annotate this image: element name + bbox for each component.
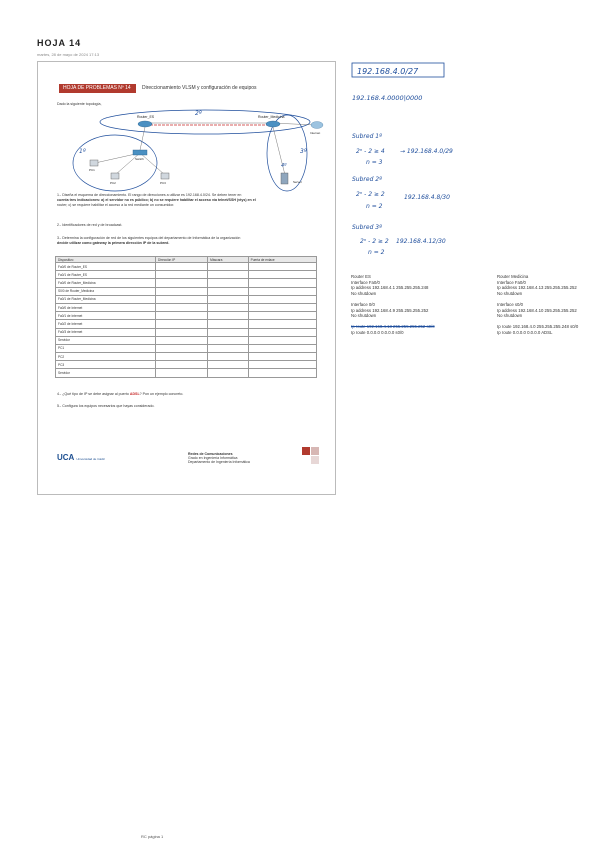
table-cell[interactable] — [248, 263, 316, 271]
question-1-line-b: cuenta tres indicaciones: a) el servidor no es público; b) no se requiere habilitar el acceso vía telnet/SSH (vtys) en el — [57, 198, 256, 202]
table-cell[interactable] — [208, 287, 248, 295]
server-icon — [281, 173, 288, 184]
table-cell[interactable] — [156, 369, 208, 377]
notes-subred1-label: Subred 1º — [352, 133, 382, 140]
table-cell: Fa0/0 de Internet — [56, 303, 156, 311]
internet-label: Internet — [310, 131, 321, 135]
net1-label: 1º — [79, 148, 86, 155]
table-row — [56, 271, 317, 279]
question-4 — [57, 392, 319, 397]
config-es-line: No shutdown — [351, 290, 377, 296]
table-cell[interactable] — [156, 295, 208, 303]
question-4-text: 4.- ¿Qué tipo de IP se debe asignar al puerto — [57, 392, 130, 396]
table-row — [56, 369, 317, 377]
config-med-line: No shutdown — [497, 290, 523, 296]
page-date: martes, 28 de mayo de 2024 17:13 — [37, 52, 100, 57]
notes-subred2-n: n = 2 — [366, 203, 383, 210]
sheet-intro: Dado la siguiente topología, — [57, 102, 102, 106]
footer-degree: Grado en Ingeniería Informática — [188, 456, 238, 460]
table-cell[interactable] — [208, 344, 248, 352]
table-cell[interactable] — [248, 279, 316, 287]
table-cell: Servidor — [56, 369, 156, 377]
uca-logo-text: UCA — [57, 453, 75, 462]
footer-department: Departamento de Ingeniería Informática — [188, 460, 250, 464]
net4-label: 4º — [281, 163, 287, 169]
config-med-line: Interface Fa0/0 — [497, 279, 526, 285]
table-cell[interactable] — [248, 336, 316, 344]
table-cell[interactable] — [208, 312, 248, 320]
config-med-line: Ip address 192.168.4.13 255.255.255.252 — [497, 285, 577, 291]
table-header-cell: Puerta de enlace — [248, 257, 316, 263]
table-row — [56, 287, 317, 295]
table-cell: S0/0 de Router_Medicina — [56, 287, 156, 295]
table-cell[interactable] — [156, 344, 208, 352]
switch-icon — [133, 150, 147, 155]
table-cell[interactable] — [208, 336, 248, 344]
config-med-route-2: Ip route 0.0.0.0 0.0.0.0 ADSL — [497, 329, 553, 335]
question-1-line-a: 1.- Diseña el esquema de direccionamiento. El rango de direcciones a utilizar es 192.168.4.0/24. Se deben tener en — [57, 193, 242, 197]
question-3-line-a: 3.- Determina la configuración de red de los siguientes equipos del departamento de Informática de la organización — [57, 236, 241, 240]
table-row — [56, 353, 317, 361]
notes-binary: 192.168.4.0000|0000 — [352, 94, 423, 102]
config-router-es — [351, 274, 435, 336]
pc1-icon — [90, 160, 98, 166]
notes-subred1-calc: 2ⁿ - 2 ≥ 4 — [356, 148, 385, 155]
config-es-title: Router ES — [351, 274, 371, 279]
question-1-line-c: router; c) se requiere habilitar el acceso a la red mediante un consumidor. — [57, 203, 175, 207]
table-cell: Fa0/2 de Internet — [56, 320, 156, 328]
table-cell[interactable] — [248, 295, 316, 303]
table-cell[interactable] — [156, 263, 208, 271]
question-2: 2.- Identificadores de red y de broadcast. — [57, 223, 123, 227]
table-cell[interactable] — [248, 361, 316, 369]
config-router-medicina — [497, 274, 578, 336]
notes-subred2-calc: 2ⁿ - 2 ≥ 2 — [356, 191, 385, 198]
table-row — [56, 263, 317, 271]
page-title: HOJA 14 — [37, 38, 82, 48]
config-med-line: Interface s0/0 — [497, 301, 524, 307]
router-es-icon — [138, 121, 152, 127]
table-cell[interactable] — [156, 271, 208, 279]
notes-subred3-n: n = 2 — [368, 249, 385, 256]
table-row — [56, 312, 317, 320]
table-cell[interactable] — [248, 303, 316, 311]
table-cell: PC1 — [56, 344, 156, 352]
table-row — [56, 336, 317, 344]
config-med-route-1: Ip route 192.168.4.0 255.255.255.248 s0/0 — [497, 324, 579, 330]
sheet-footer-info — [188, 452, 308, 464]
pc2-label: PC2 — [110, 181, 116, 185]
internet-cloud-icon — [311, 122, 323, 129]
question-4-highlight: ADSL — [129, 392, 140, 396]
table-cell: PC2 — [56, 353, 156, 361]
notes-subred3-result: 192.168.4.12/30 — [396, 238, 446, 245]
table-cell[interactable] — [208, 263, 248, 271]
table-row — [56, 279, 317, 287]
notes-subred2-label: Subred 2º — [352, 176, 382, 183]
network-topology-diagram — [55, 105, 325, 195]
table-cell[interactable] — [208, 303, 248, 311]
config-med-title: Router Medicina — [497, 274, 529, 279]
notes-subred3-calc: 2ⁿ - 2 ≥ 2 — [360, 238, 389, 245]
config-es-line: No shutdown — [351, 313, 377, 319]
net2-label: 2º — [195, 110, 202, 117]
notes-subred1-n: n = 3 — [366, 159, 383, 166]
notes-subred3-label: Subred 3º — [352, 224, 382, 231]
footer-square-1 — [302, 447, 310, 455]
pc1-label: PC1 — [89, 168, 95, 172]
table-cell[interactable] — [208, 295, 248, 303]
net3-label: 3º — [300, 148, 307, 155]
table-row — [56, 303, 317, 311]
question-3-line-b: decide utilizar como gateway la primera dirección IP de la subred. — [57, 241, 170, 245]
ip-config-table — [55, 256, 317, 378]
table-cell: Fa0/0 de Router_ES — [56, 263, 156, 271]
table-cell[interactable] — [156, 312, 208, 320]
footer-course: Redes de Comunicaciones — [188, 452, 233, 456]
notes-subred2-result: 192.168.4.8/30 — [404, 194, 450, 201]
table-cell[interactable] — [208, 353, 248, 361]
sheet-subtitle: Direccionamiento VLSM y configuración de equipos — [142, 85, 257, 91]
config-med-line: No shutdown — [497, 313, 523, 319]
table-cell[interactable] — [248, 353, 316, 361]
table-cell[interactable] — [208, 271, 248, 279]
config-med-line: Ip address 192.168.4.10 255.255.255.252 — [497, 307, 577, 313]
table-header-cell: Dispositivo — [56, 257, 156, 263]
problem-sheet — [37, 61, 336, 495]
table-cell[interactable] — [156, 303, 208, 311]
table-row — [56, 361, 317, 369]
sheet-banner: HOJA DE PROBLEMAS Nº 14 — [59, 84, 136, 93]
notes-box-text: 192.168.4.0/27 — [357, 67, 419, 76]
table-cell[interactable] — [208, 279, 248, 287]
table-cell[interactable] — [248, 320, 316, 328]
table-row — [56, 328, 317, 336]
table-cell: PC3 — [56, 361, 156, 369]
table-cell: Fa0/1 de Router_Medicina — [56, 295, 156, 303]
server-label: Server — [293, 180, 302, 184]
table-cell[interactable] — [248, 369, 316, 377]
switch-label: Switch — [135, 157, 144, 161]
table-cell[interactable] — [248, 271, 316, 279]
config-es-line: Ip address 192.168.4.9 255.255.255.252 — [351, 307, 429, 313]
config-es-line: Ip address 192.168.4.1 255.255.255.248 — [351, 285, 429, 291]
table-cell[interactable] — [156, 328, 208, 336]
page-footer: RC página 1 — [141, 834, 164, 839]
table-cell: Fa0/0 de Router_Medicina — [56, 279, 156, 287]
table-cell: Fa0/3 de Internet — [56, 328, 156, 336]
table-cell[interactable] — [156, 353, 208, 361]
uca-logo — [57, 453, 105, 462]
table-cell[interactable] — [208, 369, 248, 377]
table-cell[interactable] — [208, 361, 248, 369]
table-cell[interactable] — [156, 361, 208, 369]
table-cell: Fa0/1 de Router_ES — [56, 271, 156, 279]
config-es-default-route: Ip route 0.0.0.0 0.0.0.0 s0/0 — [351, 329, 404, 335]
table-row — [56, 295, 317, 303]
table-cell: Servidor — [56, 336, 156, 344]
config-es-line: Interface Fa0/0 — [351, 279, 380, 285]
table-cell[interactable] — [156, 320, 208, 328]
handwritten-notes — [340, 60, 470, 270]
footer-square-3 — [311, 456, 319, 464]
table-cell[interactable] — [208, 320, 248, 328]
router-medicina-icon — [266, 121, 280, 127]
pc3-icon — [161, 173, 169, 179]
uca-logo-subtitle: Universidad de Cádiz — [76, 457, 105, 461]
question-1 — [57, 193, 319, 208]
table-cell[interactable] — [248, 287, 316, 295]
table-header-cell: Dirección IP — [156, 257, 208, 263]
table-cell: Fa0/1 de Internet — [56, 312, 156, 320]
table-cell[interactable] — [248, 312, 316, 320]
notes-subred1-result: → 192.168.4.0/29 — [400, 148, 453, 155]
config-es-line: Interface 0/0 — [351, 301, 375, 307]
question-3 — [57, 236, 319, 246]
table-row — [56, 344, 317, 352]
question-5: 5.- Configura los equipos necesarios que hayas considerado. — [57, 404, 155, 408]
table-cell[interactable] — [156, 336, 208, 344]
question-4-suffix: ? Pon un ejemplo concreto. — [139, 392, 184, 396]
pc2-icon — [111, 173, 119, 179]
router-medicina-label: Router_Medicina — [258, 115, 285, 119]
table-cell[interactable] — [248, 328, 316, 336]
config-es-struck-route: Ip route 192.168.4.13 255.255.255.252 s0/0 — [351, 324, 435, 330]
table-cell[interactable] — [208, 328, 248, 336]
table-header-cell: Máscara — [208, 257, 248, 263]
footer-square-2 — [311, 447, 319, 455]
table-row — [56, 320, 317, 328]
router-es-label: Router_ES — [137, 115, 155, 119]
table-cell[interactable] — [156, 287, 208, 295]
table-cell[interactable] — [156, 279, 208, 287]
table-cell[interactable] — [248, 344, 316, 352]
pc3-label: PC3 — [160, 181, 166, 185]
